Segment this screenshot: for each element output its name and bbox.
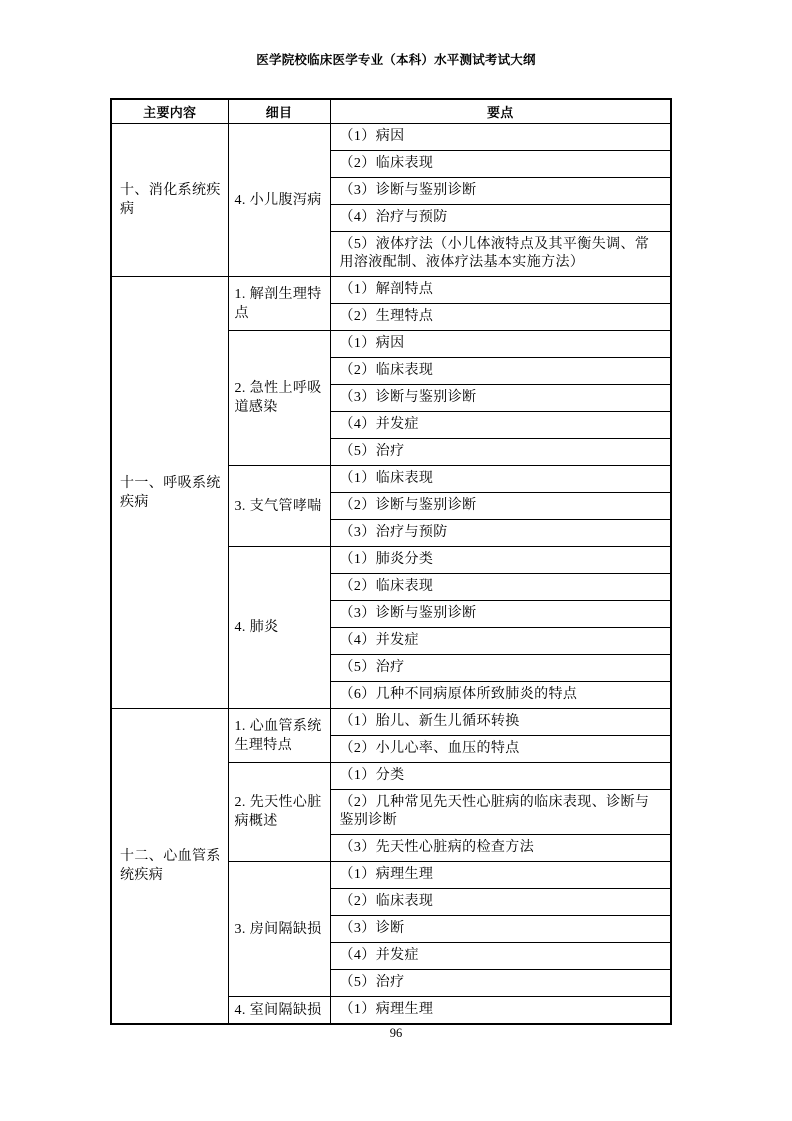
document-header-title: 医学院校临床医学专业（本科）水平测试考试大纲 — [256, 53, 536, 67]
header-row — [111, 99, 671, 124]
point-cell: （1）分类 — [330, 763, 671, 790]
main-content-cell: 十二、心血管系统疾病 — [111, 709, 228, 1025]
detail-cell: 2. 先天性心脏病概述 — [228, 763, 330, 862]
detail-cell: 3. 房间隔缺损 — [228, 862, 330, 997]
point-cell: （4）并发症 — [330, 628, 671, 655]
point-cell: （4）治疗与预防 — [330, 205, 671, 232]
point-cell: （1）病因 — [330, 124, 671, 151]
point-cell: （2）临床表现 — [330, 151, 671, 178]
detail-cell: 1. 心血管系统生理特点 — [228, 709, 330, 763]
detail-cell: 3. 支气管哮喘 — [228, 466, 330, 547]
detail-cell: 1. 解剖生理特点 — [228, 277, 330, 331]
column-header-detail: 细目 — [228, 99, 330, 124]
table-row — [111, 124, 671, 151]
point-cell: （3）诊断与鉴别诊断 — [330, 601, 671, 628]
point-cell: （3）诊断与鉴别诊断 — [330, 178, 671, 205]
point-cell: （1）肺炎分类 — [330, 547, 671, 574]
detail-cell: 2. 急性上呼吸道感染 — [228, 331, 330, 466]
point-cell: （4）并发症 — [330, 412, 671, 439]
point-cell: （5）液体疗法（小儿体液特点及其平衡失调、常用溶液配制、液体疗法基本实施方法） — [330, 232, 671, 277]
detail-cell: 4. 肺炎 — [228, 547, 330, 709]
main-content-cell: 十一、呼吸系统疾病 — [111, 277, 228, 709]
table-row — [111, 709, 671, 736]
point-cell: （2）小儿心率、血压的特点 — [330, 736, 671, 763]
detail-cell: 4. 小儿腹泻病 — [228, 124, 330, 277]
point-cell: （1）解剖特点 — [330, 277, 671, 304]
point-cell: （4）并发症 — [330, 943, 671, 970]
point-cell: （3）治疗与预防 — [330, 520, 671, 547]
point-cell: （3）先天性心脏病的检查方法 — [330, 835, 671, 862]
main-content-cell: 十、消化系统疾病 — [111, 124, 228, 277]
point-cell: （1）病理生理 — [330, 862, 671, 889]
detail-cell: 4. 室间隔缺损 — [228, 997, 330, 1025]
point-cell: （5）治疗 — [330, 439, 671, 466]
point-cell: （1）临床表现 — [330, 466, 671, 493]
point-cell: （2）生理特点 — [330, 304, 671, 331]
column-header-key-points: 要点 — [330, 99, 671, 124]
point-cell: （2）临床表现 — [330, 889, 671, 916]
syllabus-table-body — [111, 124, 671, 1025]
point-cell: （3）诊断 — [330, 916, 671, 943]
point-cell: （1）病理生理 — [330, 997, 671, 1025]
point-cell: （3）诊断与鉴别诊断 — [330, 385, 671, 412]
point-cell: （5）治疗 — [330, 655, 671, 682]
point-cell: （1）胎儿、新生儿循环转换 — [330, 709, 671, 736]
syllabus-table-header — [111, 99, 671, 124]
point-cell: （6）几种不同病原体所致肺炎的特点 — [330, 682, 671, 709]
column-header-main-content: 主要内容 — [111, 99, 228, 124]
point-cell: （5）治疗 — [330, 970, 671, 997]
table-row — [111, 277, 671, 304]
point-cell: （2）诊断与鉴别诊断 — [330, 493, 671, 520]
syllabus-table — [110, 98, 672, 1025]
point-cell: （2）临床表现 — [330, 358, 671, 385]
page-number: 96 — [389, 1026, 403, 1040]
point-cell: （2）几种常见先天性心脏病的临床表现、诊断与鉴别诊断 — [330, 790, 671, 835]
point-cell: （1）病因 — [330, 331, 671, 358]
point-cell: （2）临床表现 — [330, 574, 671, 601]
